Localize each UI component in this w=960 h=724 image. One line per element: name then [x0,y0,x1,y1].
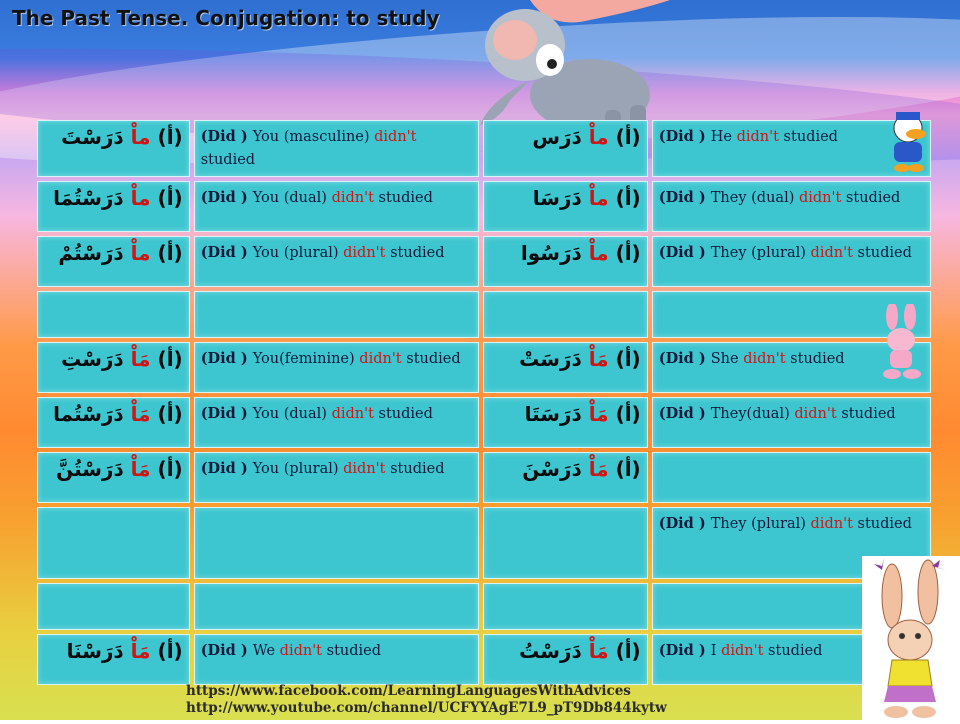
pronoun: They (dual) [710,190,799,206]
arabic-cell [483,236,648,287]
did-label: (Did ) [658,244,711,261]
question-particle: (أ) [157,347,183,371]
question-particle: (أ) [615,347,641,371]
question-particle: (أ) [157,125,183,149]
did-label: (Did ) [658,642,711,659]
arabic-cell [37,120,190,177]
question-particle: (أ) [615,241,641,265]
arabic-verb: دَرَسْتُما [53,402,124,426]
english-cell [652,236,931,287]
table-row [37,507,931,579]
arabic-verb: دَرَسَتَا [524,402,582,426]
question-particle: (أ) [157,457,183,481]
english-cell [194,583,479,630]
arabic-cell [483,342,648,393]
table-row [37,181,931,232]
arabic-cell [37,181,190,232]
negation-word: didn't [810,516,853,532]
did-label: (Did ) [200,460,253,477]
did-label: (Did ) [200,405,253,422]
arabic-cell [37,397,190,448]
pronoun: You (dual) [252,406,332,422]
did-label: (Did ) [658,405,711,422]
arabic-verb: دَرَسْتُمْ [58,241,124,265]
english-cell [194,181,479,232]
pronoun: You (plural) [252,245,344,261]
question-particle: (أ) [615,639,641,663]
arabic-cell [483,634,648,685]
pronoun: They (plural) [710,245,811,261]
source-links [186,683,667,717]
slide-title: The Past Tense. Conjugation: to study [12,6,440,30]
negation-word: didn't [331,190,374,206]
verb-word: studied [322,643,382,659]
question-particle: (أ) [157,639,183,663]
table-row [37,291,931,338]
english-cell [194,291,479,338]
did-label: (Did ) [200,189,253,206]
verb-word: studied [385,245,445,261]
english-cell [194,634,479,685]
negation-word: didn't [798,190,842,206]
arabic-cell [483,397,648,448]
arabic-cell [483,120,648,177]
pronoun: We [252,643,280,659]
arabic-cell [483,291,648,338]
did-label: (Did ) [200,642,253,659]
verb-word: studied [778,129,838,145]
pronoun: You(feminine) [252,351,360,367]
did-label: (Did ) [658,515,711,532]
verb-word: studied [785,351,845,367]
pronoun: You (masculine) [252,129,375,145]
duck-illustration [884,108,932,174]
negation-particle: مَاْ [588,402,609,426]
arabic-cell [37,342,190,393]
english-cell [194,342,479,393]
pronoun: He [710,129,737,145]
negation-word: didn't [331,406,374,422]
table-row [37,397,931,448]
verb-word: studied [385,461,445,477]
table-row [37,236,931,287]
negation-word: didn't [721,643,764,659]
pronoun: They (plural) [710,516,811,532]
negation-word: didn't [279,643,323,659]
bunny-illustration [872,304,934,384]
question-particle: (أ) [615,402,641,426]
conjugation-table [33,116,935,689]
did-label: (Did ) [200,244,253,261]
arabic-cell [37,634,190,685]
negation-word: didn't [374,129,417,145]
negation-word: didn't [343,461,386,477]
question-particle: (أ) [157,402,183,426]
english-cell [194,236,479,287]
negation-particle: مَاْ [130,347,151,371]
did-label: (Did ) [658,189,711,206]
negation-particle: ماْ [130,125,151,149]
negation-particle: ماْ [588,241,609,265]
negation-word: didn't [359,351,402,367]
negation-particle: مَاْ [130,639,151,663]
pronoun: You (plural) [252,461,344,477]
pronoun: You (dual) [252,190,332,206]
question-particle: (أ) [157,241,183,265]
table-row [37,583,931,630]
negation-word: didn't [343,245,386,261]
youtube-link[interactable]: http://www.youtube.com/channel/UCFYYAgE7L9_pT9Db844kytw [186,700,667,716]
facebook-link[interactable]: https://www.facebook.com/LearningLanguagesWithAdvices [186,683,631,699]
arabic-cell [37,583,190,630]
arabic-verb: دَرَسْتُنَّ [56,457,124,481]
verb-word: studied [836,406,896,422]
did-label: (Did ) [658,128,711,145]
english-cell [194,452,479,503]
negation-word: didn't [743,351,786,367]
english-cell [652,452,931,503]
table-row [37,342,931,393]
table-row [37,634,931,685]
arabic-verb: دَرَسَتْ [519,347,582,371]
verb-word: studied [401,351,461,367]
question-particle: (أ) [615,186,641,210]
question-particle: (أ) [157,186,183,210]
negation-particle: مَاْ [588,639,609,663]
arabic-verb: دَرَسْتَ [61,125,124,149]
negation-particle: مَاْ [130,457,151,481]
verb-word: studied [373,190,433,206]
verb-word: studied [200,152,256,168]
arabic-verb: دَرَسُوا [520,241,582,265]
arabic-cell [37,236,190,287]
arabic-verb: دَرَسْتِ [61,347,124,371]
arabic-cell [483,452,648,503]
verb-word: studied [763,643,823,659]
negation-particle: مَاْ [588,347,609,371]
question-particle: (أ) [615,457,641,481]
arabic-cell [483,583,648,630]
verb-word: studied [852,516,912,532]
negation-word: didn't [810,245,853,261]
arabic-verb: دَرَسْنَ [522,457,582,481]
negation-particle: ماْ [588,186,609,210]
pronoun: I [710,643,722,659]
pronoun: She [710,351,744,367]
arabic-cell [483,181,648,232]
table-row [37,452,931,503]
pronoun: They(dual) [710,406,795,422]
negation-particle: مَاْ [130,402,151,426]
english-cell [194,507,479,579]
arabic-verb: دَرَسْتُمَا [53,186,124,210]
negation-particle: ماْ [588,125,609,149]
verb-word: studied [852,245,912,261]
english-cell [194,120,479,177]
question-particle: (أ) [615,125,641,149]
arabic-cell [37,291,190,338]
did-label: (Did ) [200,350,253,367]
negation-word: didn't [794,406,837,422]
arabic-verb: دَرَس [532,125,582,149]
english-cell [652,397,931,448]
did-label: (Did ) [200,128,253,145]
did-label: (Did ) [658,350,711,367]
english-cell [194,397,479,448]
arabic-verb: دَرَسْتُ [519,639,582,663]
arabic-cell [37,507,190,579]
verb-word: studied [373,406,433,422]
negation-word: didn't [736,129,779,145]
verb-word: studied [841,190,901,206]
arabic-cell [483,507,648,579]
english-cell [652,181,931,232]
arabic-verb: دَرَسْنَا [66,639,124,663]
negation-particle: ماْ [130,241,151,265]
arabic-cell [37,452,190,503]
negation-particle: مَاْ [588,457,609,481]
arabic-verb: دَرَسَا [532,186,582,210]
negation-particle: ماْ [130,186,151,210]
bunny-photo [862,556,960,720]
table-row [37,120,931,177]
